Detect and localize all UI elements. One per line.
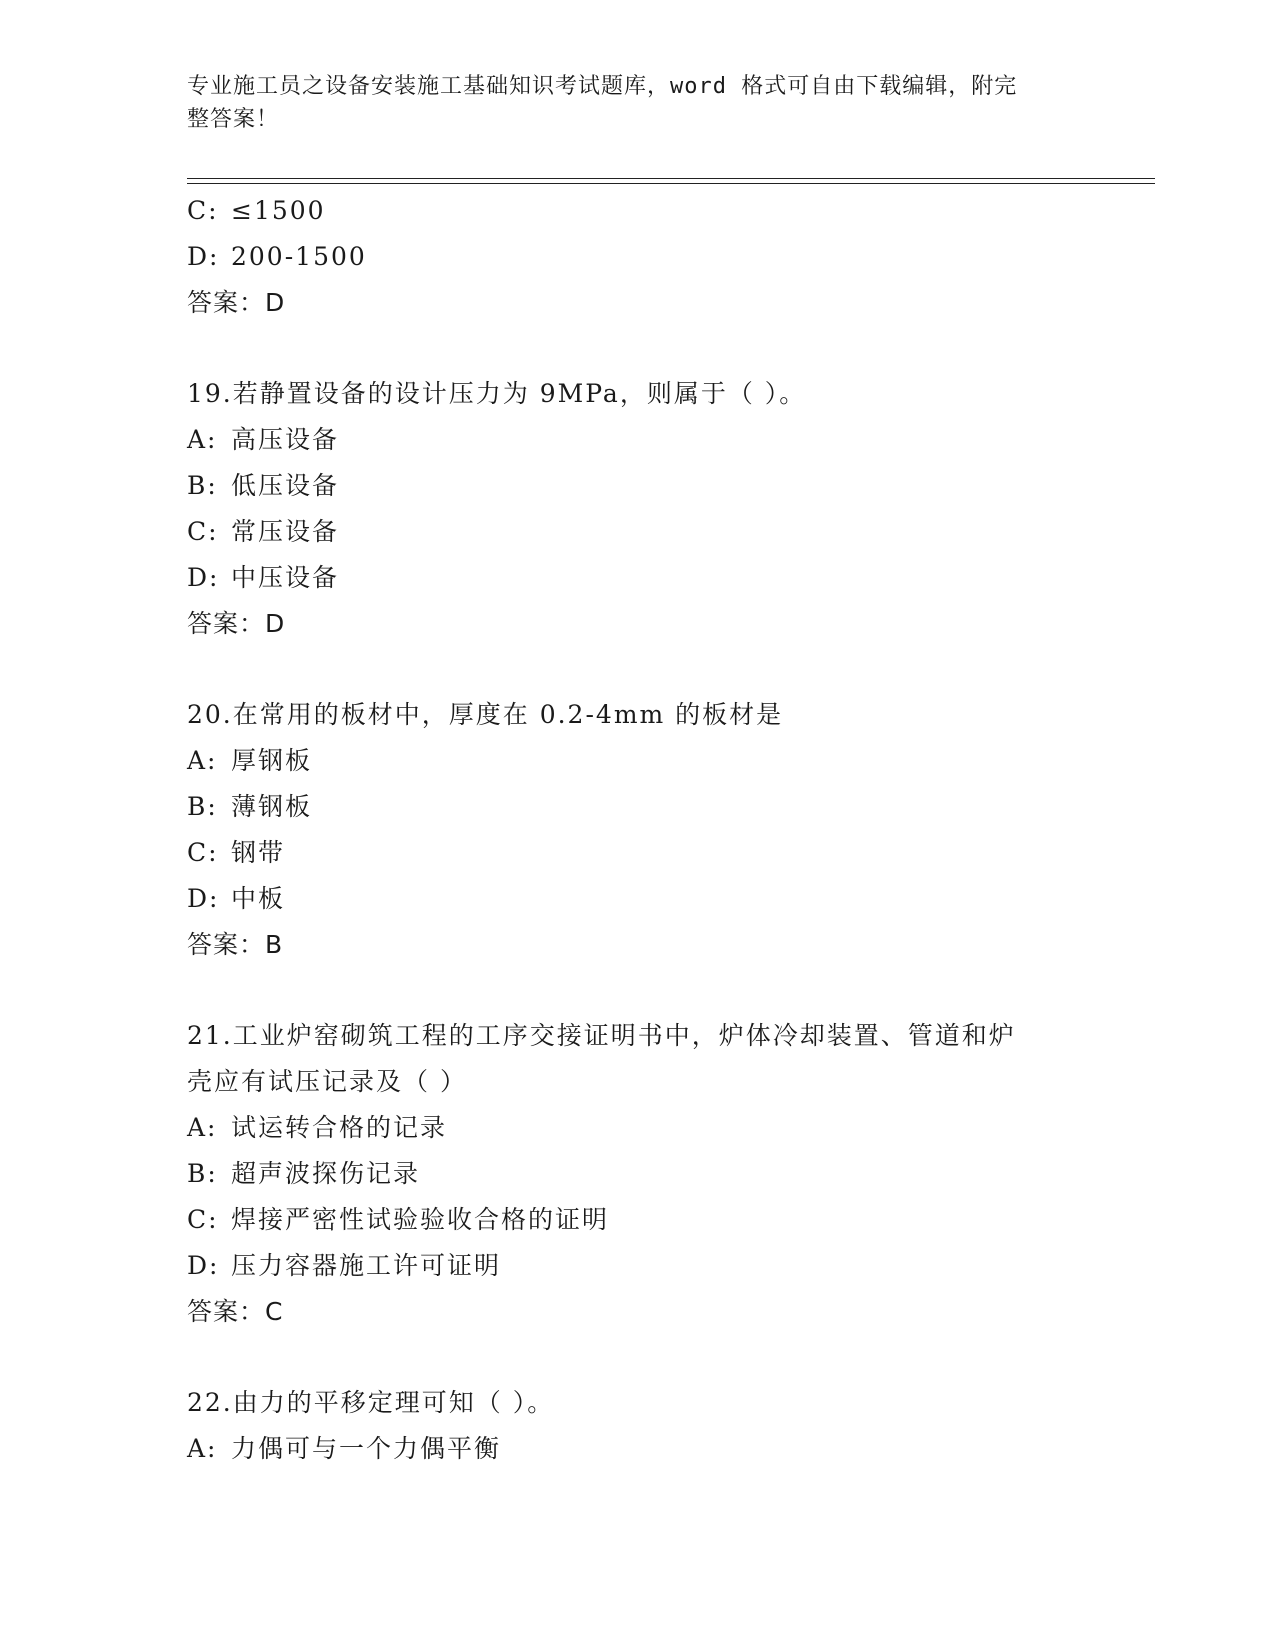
option-label: C: xyxy=(187,517,219,546)
header-divider-bottom xyxy=(187,183,1155,184)
option-label: D: xyxy=(187,884,220,913)
option-text: 低压设备 xyxy=(231,471,340,500)
option-label: A: xyxy=(187,425,218,454)
option-text: 焊接严密性试验验收合格的证明 xyxy=(231,1205,610,1234)
option-c xyxy=(187,188,1087,234)
answer-line: 答案：D xyxy=(187,609,286,638)
option-a xyxy=(187,1426,1087,1472)
option-text: 薄钢板 xyxy=(231,792,313,821)
answer-line: 答案：B xyxy=(187,930,284,959)
option-text: ≤1500 xyxy=(231,196,326,225)
question-20 xyxy=(187,692,1087,968)
option-a xyxy=(187,738,1087,784)
header-line-2: 整答案！ xyxy=(187,107,280,132)
option-text: 高压设备 xyxy=(231,425,340,454)
option-label: C: xyxy=(187,1205,219,1234)
option-label: B: xyxy=(187,1159,218,1188)
option-text: 钢带 xyxy=(231,838,286,867)
header-line-1: 专业施工员之设备安装施工基础知识考试题库，word 格式可自由下载编辑，附完 xyxy=(187,74,1018,99)
option-label: D: xyxy=(187,1251,220,1280)
question-21 xyxy=(187,1013,1087,1335)
option-c xyxy=(187,1197,1087,1243)
document-header xyxy=(187,70,1067,136)
option-c xyxy=(187,830,1087,876)
option-label: A: xyxy=(187,1434,218,1463)
question-22 xyxy=(187,1380,1087,1472)
question-18 xyxy=(187,188,1087,326)
option-d xyxy=(187,555,1087,601)
option-label: D: xyxy=(187,563,220,592)
option-label: D: xyxy=(187,242,220,271)
question-text-line-1: 21.工业炉窑砌筑工程的工序交接证明书中，炉体冷却装置、管道和炉 xyxy=(187,1021,1016,1050)
question-text: 20.在常用的板材中，厚度在 0.2-4mm 的板材是 xyxy=(187,700,784,729)
spacer xyxy=(187,968,1087,1013)
question-text: 19.若静置设备的设计压力为 9MPa，则属于（ ）。 xyxy=(187,379,807,408)
option-b xyxy=(187,463,1087,509)
spacer xyxy=(187,1335,1087,1380)
option-text: 200-1500 xyxy=(231,242,367,271)
option-a xyxy=(187,1105,1087,1151)
spacer xyxy=(187,326,1087,371)
option-label: C: xyxy=(187,838,219,867)
option-text: 中板 xyxy=(231,884,286,913)
option-b xyxy=(187,784,1087,830)
option-c xyxy=(187,509,1087,555)
option-a xyxy=(187,417,1087,463)
option-label: A: xyxy=(187,746,218,775)
spacer xyxy=(187,647,1087,692)
option-b xyxy=(187,1151,1087,1197)
option-text: 中压设备 xyxy=(231,563,340,592)
option-label: C: xyxy=(187,196,219,225)
option-d xyxy=(187,234,1087,280)
answer-line: 答案：D xyxy=(187,288,286,317)
option-text: 力偶可与一个力偶平衡 xyxy=(231,1434,502,1463)
option-text: 厚钢板 xyxy=(231,746,313,775)
header-divider-top xyxy=(187,178,1155,179)
question-19 xyxy=(187,371,1087,647)
option-text: 常压设备 xyxy=(231,517,340,546)
option-text: 试运转合格的记录 xyxy=(231,1113,448,1142)
option-label: A: xyxy=(187,1113,218,1142)
option-label: B: xyxy=(187,792,218,821)
option-label: B: xyxy=(187,471,218,500)
option-text: 压力容器施工许可证明 xyxy=(231,1251,502,1280)
option-d xyxy=(187,1243,1087,1289)
answer-line: 答案：C xyxy=(187,1297,284,1326)
option-text: 超声波探伤记录 xyxy=(231,1159,421,1188)
question-text: 22.由力的平移定理可知（ ）。 xyxy=(187,1388,555,1417)
question-text-line-2: 壳应有试压记录及（ ） xyxy=(187,1067,467,1096)
option-d xyxy=(187,876,1087,922)
question-list xyxy=(187,188,1087,1472)
